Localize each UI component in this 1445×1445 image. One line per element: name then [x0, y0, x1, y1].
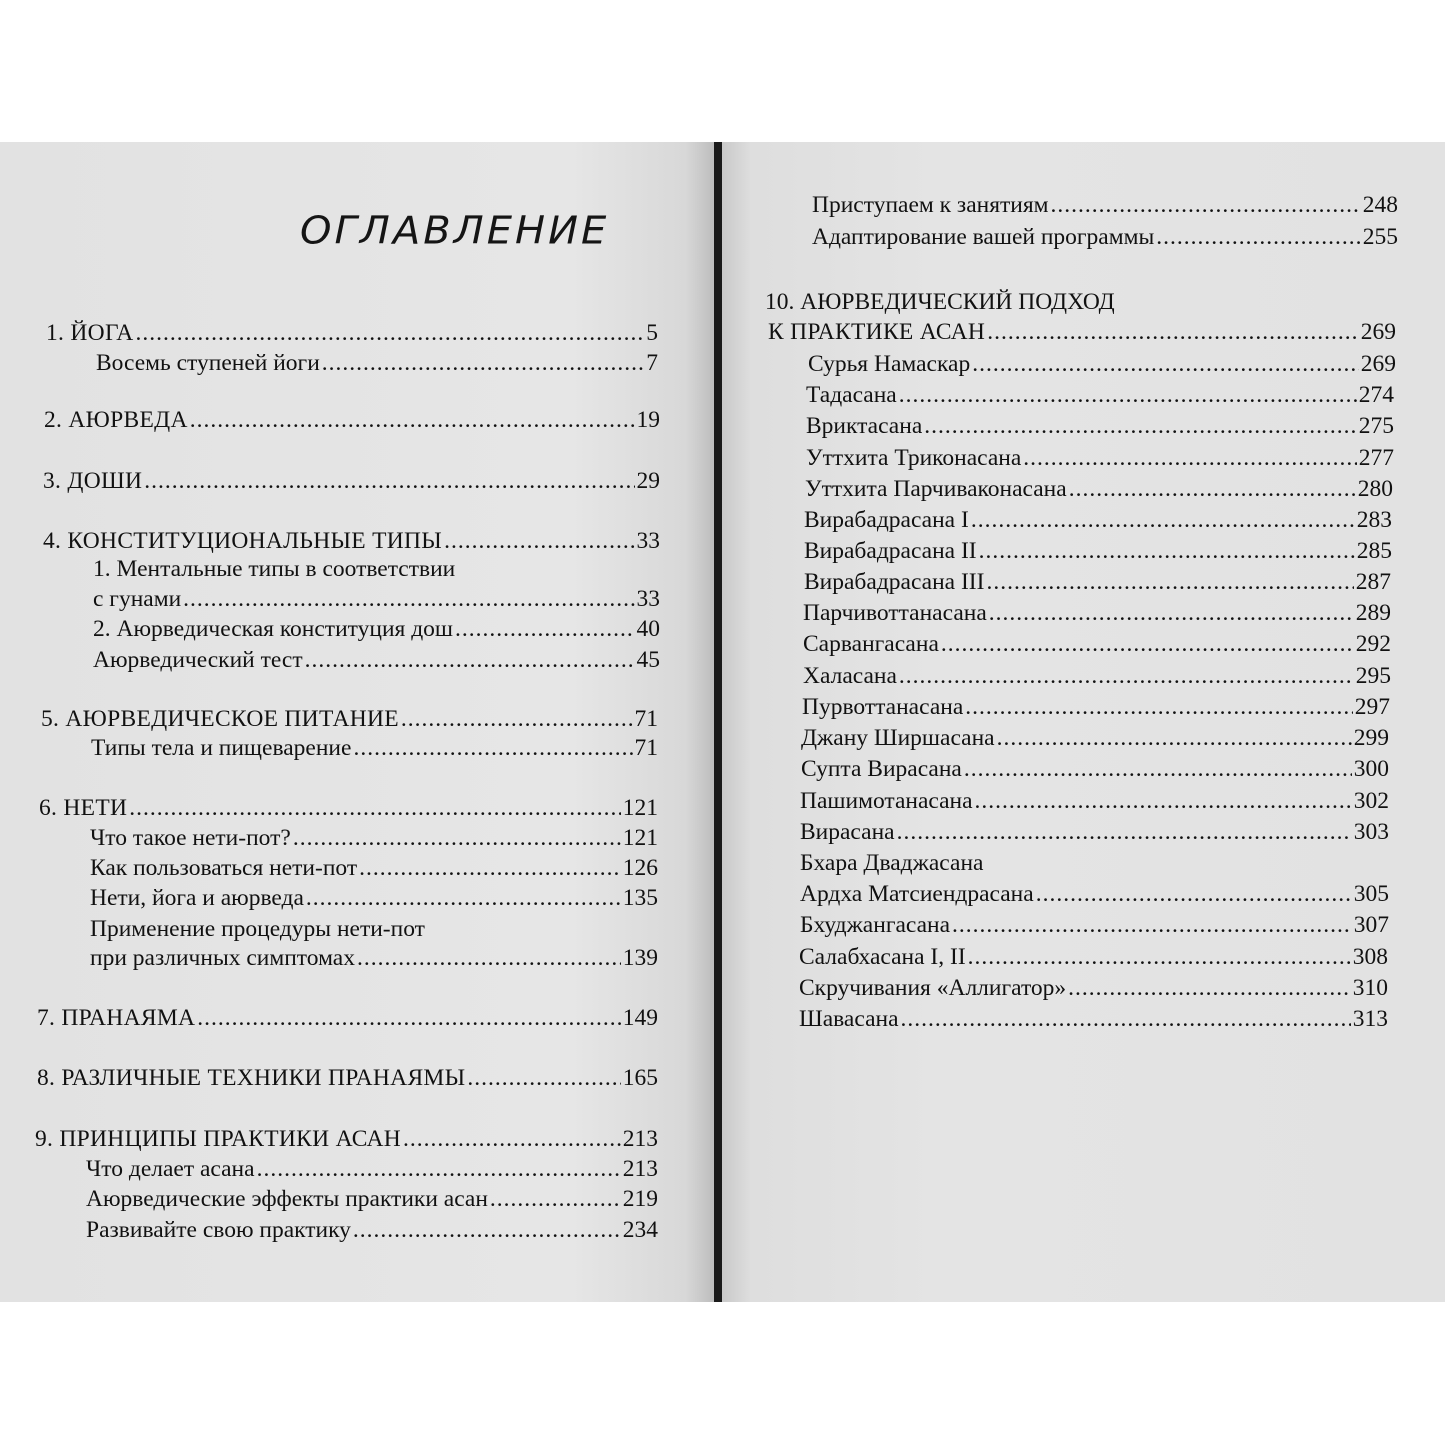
- dot-leader: [455, 614, 634, 644]
- toc-entry-page: 303: [1353, 819, 1389, 845]
- toc-entry-label: Уттхита Парчиваконасана: [805, 476, 1067, 502]
- toc-entry-label: 3. ДОШИ: [43, 468, 143, 494]
- toc-entry-page: 305: [1353, 881, 1389, 907]
- toc-entry-label: Нети, йога и аюрведа: [90, 885, 304, 911]
- toc-entry: [801, 754, 1389, 784]
- dot-leader: [136, 318, 645, 348]
- toc-entry-page: 277: [1358, 445, 1394, 471]
- toc-entry-page: 269: [1360, 351, 1396, 377]
- toc-entry: [800, 786, 1389, 816]
- toc-entry-label: Уттхита Триконасана: [806, 445, 1022, 471]
- toc-entry-label: Что делает асана: [86, 1156, 255, 1182]
- toc-entry: [86, 1184, 658, 1214]
- toc-entry-page: 71: [634, 735, 658, 761]
- toc-entry-chapter-9: [35, 1124, 658, 1154]
- dot-leader: [183, 584, 634, 614]
- toc-entry: [806, 411, 1394, 441]
- toc-entry: [806, 380, 1394, 410]
- toc-entry-page: 33: [636, 586, 660, 612]
- toc-entry-label: Восемь ступеней йоги: [96, 350, 320, 376]
- dot-leader: [190, 405, 635, 435]
- toc-entry-page: 280: [1357, 476, 1393, 502]
- toc-entry: [800, 879, 1389, 909]
- toc-entry-label: Шавасана: [799, 1006, 899, 1032]
- toc-entry-page: 297: [1354, 694, 1390, 720]
- toc-entry-page: 308: [1352, 944, 1388, 970]
- toc-entry-label: Тадасана: [806, 382, 897, 408]
- toc-entry-page: 219: [622, 1186, 658, 1212]
- toc-entry: [803, 661, 1391, 691]
- toc-entry: [800, 910, 1389, 940]
- toc-entry-page: 283: [1356, 507, 1392, 533]
- dot-leader: [1156, 222, 1360, 252]
- dot-leader: [971, 505, 1355, 535]
- page-title: ОГЛАВЛЕНИЕ: [300, 209, 610, 253]
- toc-entry-chapter-2: [44, 405, 660, 435]
- toc-entry-label: с гунами: [93, 586, 182, 612]
- toc-entry: [800, 817, 1389, 847]
- toc-entry-label: Вирабадрасана III: [804, 569, 985, 595]
- dot-leader: [1069, 474, 1356, 504]
- toc-entry: [86, 1154, 658, 1184]
- toc-entry: [799, 973, 1388, 1003]
- toc-entry-label: Вирабадрасана I: [804, 507, 969, 533]
- toc-entry-label: Развивайте свою практику: [86, 1217, 351, 1243]
- toc-entry: [93, 584, 660, 614]
- toc-entry-page: 248: [1362, 192, 1398, 218]
- dot-leader: [403, 1124, 621, 1154]
- toc-entry-page: 29: [636, 468, 660, 494]
- toc-entry-page: 299: [1353, 725, 1389, 751]
- toc-entry-label: Вирабадрасана II: [804, 538, 977, 564]
- toc-entry-label: Салабхасана I, II: [799, 944, 966, 970]
- toc-entry: [90, 853, 658, 883]
- toc-entry: [804, 505, 1392, 535]
- toc-entry-label: Сурья Намаскар: [808, 351, 971, 377]
- toc-entry-chapter-5: [41, 704, 658, 734]
- toc-entry-label: К ПРАКТИКЕ АСАН: [768, 319, 986, 345]
- toc-entry-page: 7: [646, 350, 658, 376]
- toc-entry-page: 126: [622, 855, 658, 881]
- dot-leader: [965, 692, 1352, 722]
- toc-entry-page: 302: [1353, 788, 1389, 814]
- dot-leader: [975, 786, 1352, 816]
- toc-entry-label: Бхара Дваджасана: [800, 850, 984, 876]
- toc-entry-page: 295: [1355, 663, 1391, 689]
- dot-leader: [899, 380, 1357, 410]
- toc-entry-label: Халасана: [803, 663, 897, 689]
- toc-entry-label: Что такое нети-пот?: [90, 825, 291, 851]
- toc-entry-label: Вриктасана: [806, 413, 923, 439]
- toc-entry-page: 274: [1358, 382, 1394, 408]
- dot-leader: [901, 1004, 1351, 1034]
- toc-entry-chapter-3: [43, 466, 660, 496]
- dot-leader: [964, 754, 1352, 784]
- dot-leader: [1068, 973, 1351, 1003]
- toc-entry: [802, 692, 1390, 722]
- toc-entry-label: Скручивания «Аллигатор»: [799, 975, 1067, 1001]
- dot-leader: [952, 910, 1352, 940]
- toc-entry: [805, 474, 1393, 504]
- toc-entry-page: 307: [1353, 912, 1389, 938]
- toc-entry: [86, 1215, 658, 1245]
- dot-leader: [129, 793, 620, 823]
- toc-entry-label: 5. АЮРВЕДИЧЕСКОЕ ПИТАНИЕ: [41, 706, 399, 732]
- toc-entry-page: 285: [1356, 538, 1392, 564]
- toc-entry-page: 269: [1360, 319, 1396, 345]
- toc-entry-label: Бхуджангасана: [800, 912, 951, 938]
- toc-entry-label: Аюрведические эффекты практики асан: [86, 1186, 488, 1212]
- dot-leader: [467, 1063, 620, 1093]
- dot-leader: [322, 348, 644, 378]
- toc-entry-page: 213: [622, 1126, 658, 1152]
- toc-entry-page: 40: [636, 616, 660, 642]
- toc-entry-chapter-1: [46, 318, 658, 348]
- dot-leader: [979, 536, 1355, 566]
- toc-entry-page: 139: [622, 945, 658, 971]
- toc-entry-page: 45: [636, 647, 660, 673]
- dot-leader: [401, 704, 633, 734]
- toc-entry-label: Парчивоттанасана: [803, 600, 987, 626]
- toc-entry-page: 165: [622, 1065, 658, 1091]
- toc-entry-label: 7. ПРАНАЯМА: [37, 1005, 196, 1031]
- toc-entry: [90, 823, 658, 853]
- dot-leader: [353, 733, 632, 763]
- toc-entry: [93, 645, 660, 675]
- toc-entry-label: 2. АЮРВЕДА: [44, 407, 188, 433]
- toc-entry-label: 2. Аюрведическая конституция дош: [93, 616, 454, 642]
- toc-entry-label: Сарвангасана: [803, 631, 939, 657]
- toc-entry-page: 287: [1355, 569, 1391, 595]
- toc-entry: [799, 942, 1388, 972]
- dot-leader: [353, 1215, 621, 1245]
- dot-leader: [1036, 879, 1352, 909]
- toc-entry-page: 121: [622, 795, 658, 821]
- toc-entry: [804, 536, 1392, 566]
- toc-entry-label: 10. АЮРВЕДИЧЕСКИЙ ПОДХОД: [765, 289, 1115, 315]
- toc-entry-label: Супта Вирасана: [801, 756, 962, 782]
- dot-leader: [444, 526, 634, 556]
- dot-leader: [924, 411, 1357, 441]
- toc-entry: [90, 943, 658, 973]
- toc-entry: [808, 349, 1396, 379]
- dot-leader: [972, 349, 1359, 379]
- toc-entry: [91, 733, 658, 763]
- dot-leader: [1023, 443, 1356, 473]
- toc-entry-page: 71: [634, 706, 658, 732]
- toc-entry: [812, 190, 1398, 220]
- toc-entry-page: 300: [1353, 756, 1389, 782]
- toc-entry-chapter-7: [37, 1003, 658, 1033]
- dot-leader: [357, 943, 621, 973]
- toc-entry: [803, 629, 1391, 659]
- toc-entry-page: 33: [636, 528, 660, 554]
- book-gutter: [714, 142, 722, 1302]
- toc-entry: [806, 443, 1394, 473]
- toc-entry-label: Вирасана: [800, 819, 895, 845]
- toc-entry-page: 19: [636, 407, 660, 433]
- dot-leader: [306, 883, 621, 913]
- toc-entry-page: 121: [622, 825, 658, 851]
- toc-entry: [90, 883, 658, 913]
- toc-entry-label: Как пользоваться нети-пот: [90, 855, 358, 881]
- toc-entry-label: 8. РАЗЛИЧНЫЕ ТЕХНИКИ ПРАНАЯМЫ: [37, 1065, 466, 1091]
- toc-entry-label: 1. Ментальные типы в соответствии: [93, 556, 456, 582]
- toc-entry-label: Пурвоттанасана: [802, 694, 964, 720]
- dot-leader: [359, 853, 621, 883]
- toc-entry-label: при различных симптомах: [90, 945, 355, 971]
- toc-entry-chapter-10: [768, 317, 1396, 347]
- toc-entry-page: 313: [1352, 1006, 1388, 1032]
- toc-entry-label: Приступаем к занятиям: [812, 192, 1049, 218]
- toc-entry: [799, 1004, 1388, 1034]
- toc-entry: [93, 614, 660, 644]
- toc-entry-label: Аюрведический тест: [93, 647, 303, 673]
- dot-leader: [197, 1003, 620, 1033]
- toc-entry: [804, 567, 1391, 597]
- toc-entry-page: 5: [646, 320, 658, 346]
- dot-leader: [997, 723, 1352, 753]
- toc-entry-page: 292: [1355, 631, 1391, 657]
- dot-leader: [941, 629, 1354, 659]
- toc-entry-chapter-8: [37, 1063, 658, 1093]
- toc-entry-label: 6. НЕТИ: [39, 795, 128, 821]
- toc-entry-page: 213: [622, 1156, 658, 1182]
- toc-entry-chapter-6: [39, 793, 658, 823]
- toc-entry-page: 149: [622, 1005, 658, 1031]
- toc-entry-label: Применение процедуры нети-пот: [90, 916, 425, 942]
- toc-entry: [812, 222, 1398, 252]
- dot-leader: [490, 1184, 621, 1214]
- dot-leader: [968, 942, 1351, 972]
- dot-leader: [897, 817, 1352, 847]
- toc-entry-page: 310: [1352, 975, 1388, 1001]
- dot-leader: [899, 661, 1354, 691]
- toc-entry-chapter-4: [43, 526, 660, 556]
- dot-leader: [293, 823, 621, 853]
- dot-leader: [987, 317, 1359, 347]
- toc-entry-label: 4. КОНСТИТУЦИОНАЛЬНЫЕ ТИПЫ: [43, 528, 443, 554]
- toc-entry-label: Джану Ширшасана: [801, 725, 995, 751]
- dot-leader: [305, 645, 635, 675]
- dot-leader: [986, 567, 1353, 597]
- toc-entry-label: Ардха Матсиендрасана: [800, 881, 1034, 907]
- dot-leader: [144, 466, 634, 496]
- toc-entry-label: 1. ЙОГА: [46, 320, 134, 346]
- toc-entry-page: 275: [1358, 413, 1394, 439]
- toc-entry: [801, 723, 1389, 753]
- toc-entry: [96, 348, 658, 378]
- toc-entry-label: Адаптирование вашей программы: [812, 224, 1155, 250]
- toc-entry-label: Пашимотанасана: [800, 788, 973, 814]
- dot-leader: [1051, 190, 1361, 220]
- toc-entry-page: 289: [1355, 600, 1391, 626]
- toc-entry: [803, 598, 1391, 628]
- toc-entry-label: 9. ПРИНЦИПЫ ПРАКТИКИ АСАН: [35, 1126, 402, 1152]
- toc-entry-page: 234: [622, 1217, 658, 1243]
- toc-entry-page: 255: [1362, 224, 1398, 250]
- dot-leader: [989, 598, 1354, 628]
- toc-entry-page: 135: [622, 885, 658, 911]
- dot-leader: [257, 1154, 621, 1184]
- toc-entry-label: Типы тела и пищеварение: [91, 735, 352, 761]
